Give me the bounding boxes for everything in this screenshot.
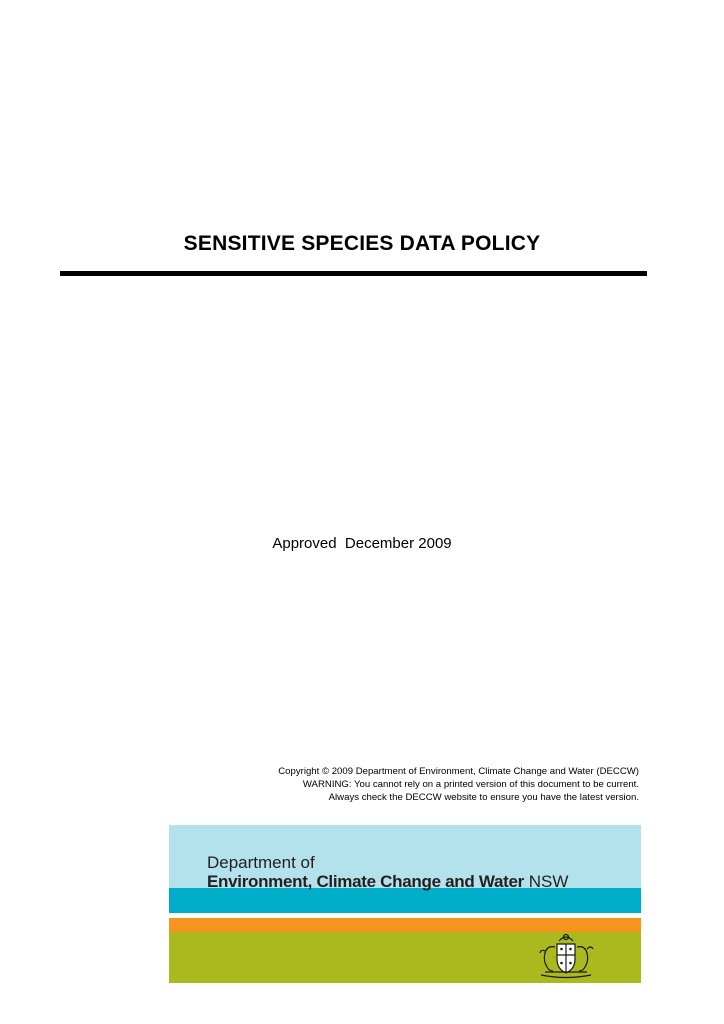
department-name-bold: Environment, Climate Change and Water [207, 872, 524, 891]
nsw-coat-of-arms-icon [531, 931, 601, 981]
department-name-line1: Department of [207, 853, 315, 872]
warning-line: WARNING: You cannot rely on a printed version of this document to be current. [302, 779, 639, 790]
website-notice-line: Always check the DECCW website to ensure you have the latest version. [328, 792, 639, 803]
approval-date: Approved December 2009 [272, 535, 452, 552]
copyright-line: Copyright © 2009 Department of Environment, Climate Change and Water (DECCW) [278, 766, 639, 777]
department-name-line2 [207, 872, 568, 892]
department-banner [169, 825, 641, 983]
department-state: NSW [528, 872, 569, 891]
document-title: SENSITIVE SPECIES DATA POLICY [183, 232, 541, 255]
banner-band-orange [169, 918, 641, 932]
title-rule [60, 271, 647, 276]
copyright-notice [159, 765, 639, 804]
